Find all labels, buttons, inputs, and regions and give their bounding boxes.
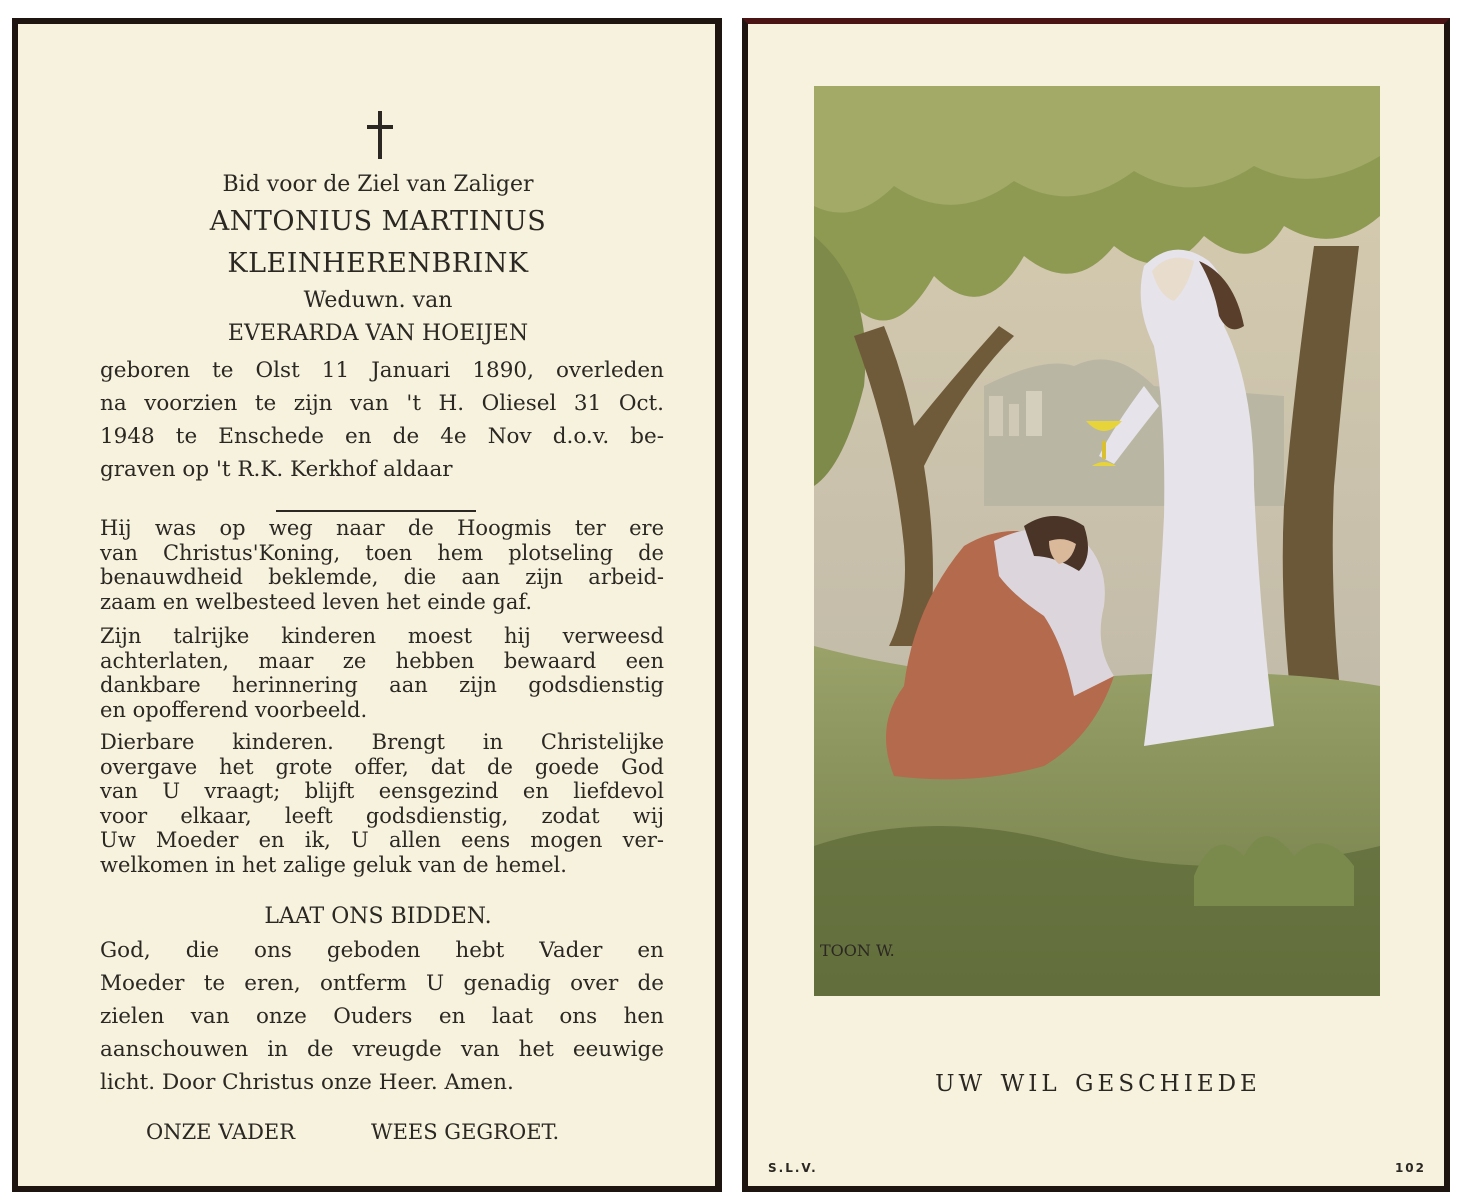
widower-label: Weduwn. van [303,288,453,313]
text-line: Uw Moeder en ik, U allen eens mogen ver- [100,828,664,852]
card-number: 102 [1394,1161,1426,1175]
text-line: Dierbare kinderen. Brengt in Christelijke [100,730,664,754]
deceased-name-line2: KLEINHERENBRINK [227,248,529,279]
publisher-imprint: S.L.V. [768,1161,818,1175]
text-line: overgave het grote offer, dat de goede God [100,754,664,779]
text-line: welkomen in het zalige geluk van de hemel. [100,852,567,877]
artist-signature: TOON W. [820,941,895,960]
memorial-text-card [12,18,722,1192]
motto-caption: uw wil geschiede [935,1060,1261,1099]
closing-prayer-right: WEES GEGROET. [371,1120,560,1144]
text-line: en opofferend voorbeeld. [100,697,368,722]
text-line: graven op 't R.K. Kerkhof aldaar [100,457,453,482]
text-line: licht. Door Christus onze Heer. Amen. [100,1070,514,1095]
text-line: Zijn talrijke kinderen moest hij verweesd [100,624,664,648]
spouse-name: EVERARDA VAN HOEIJEN [227,321,529,346]
text-line: God, die ons geboden hebt Vader en [100,938,664,963]
devotional-image-card [742,18,1450,1192]
paragraph-death-circumstances [100,516,664,614]
text-line: 1948 te Enschede en de 4e Nov d.o.v. be- [100,424,664,449]
text-line: van Christus'Koning, toen hem plotseling de [100,540,664,565]
deceased-name-line1: ANTONIUS MARTINUS [209,206,547,237]
text-line: voor elkaar, leeft godsdienstig, zodat wij [100,803,664,828]
cross-icon [365,109,395,161]
paragraph-children [100,624,664,722]
divider [276,510,476,512]
text-line: achterlaten, maar ze hebben bewaard een [100,648,664,673]
text-line: na voorzien te zijn van 't H. Oliesel 31 Oct. [100,391,664,416]
text-line: van U vraagt; blijft eensgezind en liefdevol [100,779,664,803]
text-line: Moeder te eren, ontferm U genadig over de [100,971,664,996]
prayer-paragraph [100,934,664,1099]
text-line: zielen van onze Ouders en laat ons hen [100,1004,664,1029]
text-line: zaam en welbesteed leven het einde gaf. [100,589,533,614]
text-line: Hij was op weg naar de Hoogmis ter ere [100,516,664,540]
religious-painting [814,86,1380,996]
text-line: aanschouwen in de vreugde van het eeuwige [100,1037,664,1062]
text-line: benauwdheid beklemde, die aan zijn arbeid- [100,565,664,589]
prayer-request-heading: Bid voor de Ziel van Zaliger [222,172,534,197]
text-line: dankbare herinnering aan zijn godsdienstig [100,673,664,697]
closing-prayer-left: ONZE VADER [146,1120,296,1144]
paragraph-exhortation [100,730,664,877]
text-line: geboren te Olst 11 Januari 1890, overleden [100,358,664,383]
life-dates-paragraph [100,354,664,486]
prayer-heading: LAAT ONS BIDDEN. [264,904,492,929]
